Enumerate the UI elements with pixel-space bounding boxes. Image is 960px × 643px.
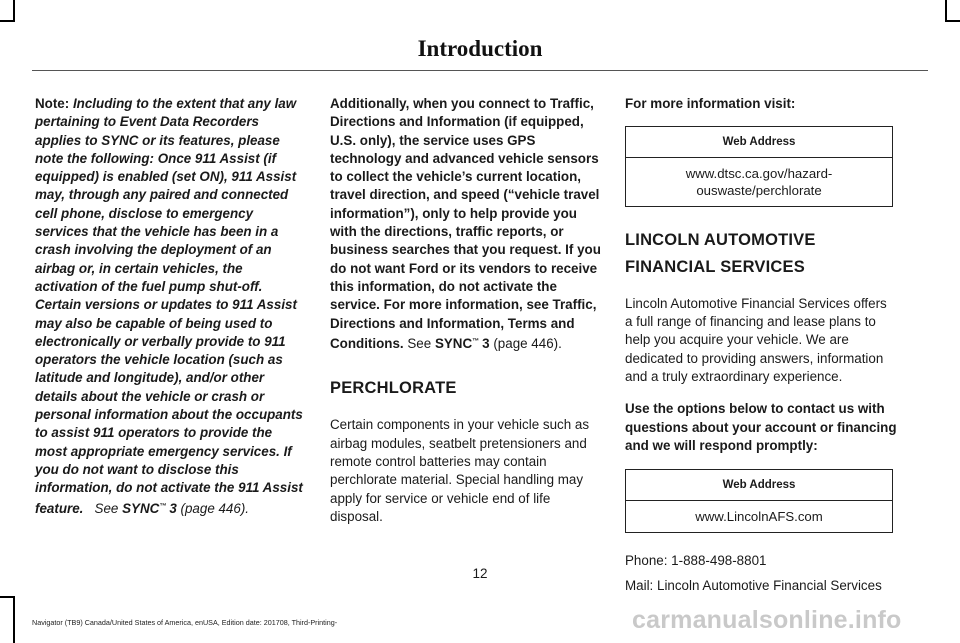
lafs-web-link[interactable]: www.LincolnAFS.com [626,501,893,533]
traffic-paragraph [330,95,602,353]
note-paragraph [35,95,305,518]
page-reference: (page 446). [493,335,562,351]
lafs-text: Lincoln Automotive Financial Services offers a full range of financing and lease plans to help you acquire your vehicle. We are dedicated to providing answers, information and a truly extraordinary experience. [625,295,887,385]
crop-mark-top-left-v [13,0,15,22]
column-right [625,95,897,595]
crop-mark-bottom-left-h [0,596,15,598]
options-text: Use the options below to contact us with questions about your account or financing and we will respond promptly: [625,401,897,453]
web-address-header: Web Address [626,127,893,158]
crop-mark-top-right-v [945,0,947,22]
lafs-web-table [625,469,893,533]
perchlorate-text: Certain components in your vehicle such as airbag modules, seatbelt pretensioners and remote control batteries may contain perchlorate material. Special handling may apply for service or vehicle end of life disposal. [330,417,590,524]
note-text: Including to the extent that any law pertaining to Event Data Recorders applies to SYNC or its features, please note the following: Once 911 Assist (if equipped) is enabled (set ON), 911 Assist may, through any paired and connected cell phone, disclose to emergency services that the vehicle has been in a crash involving the deployment of an airbag or, in certain vehicles, the activation of the fuel pump shut-off. Certain versions or updates to 911 Assist may also be capable of being used to electronically or verbally provide to 911 operators the vehicle location (such as latitude and longitude), and/or other details about the vehicle or crash or personal information about the occupants to assist 911 operators to provide the most appropriate emergency services. If you do not want to disclose this information, do not activate the 911 Assist feature. [35,96,303,516]
column-middle [330,95,602,526]
web-address-table [625,126,893,207]
sync-reference-link[interactable]: SYNC™ 3 [434,335,490,351]
web-address-link[interactable]: www.dtsc.ca.gov/hazard-ouswaste/perchlorate [626,158,893,207]
lafs-heading-line2: FINANCIAL SERVICES [625,257,805,276]
see-label: See [407,335,432,351]
mail-text: Mail: Lincoln Automotive Financial Services [625,577,882,593]
phone-text: Phone: 1-888-498-8801 [625,553,767,569]
page-number: 12 [472,566,488,581]
note-label: Note: [35,96,70,111]
column-left [35,95,305,518]
watermark: carmanualsonline.info [632,606,902,634]
page-title: Introduction [417,36,543,61]
page-reference: (page 446). [180,500,250,516]
traffic-text: Additionally, when you connect to Traffic, Directions and Information (if equipped, U.S. only), the service uses GPS technology and advanced vehicle sensors to collect the vehicle’s current location, travel direction, and speed (“vehicle travel information”), only to help provide you with the directions, traffic reports, or business searches that you request. If you do not want Ford or its vendors to receive this information, do not activate the service. For more information, see Traffic, Directions and Information, Terms and Conditions. [330,96,601,351]
footer-edition-text: Navigator (TB9) Canada/United States of America, enUSA, Edition date: 201708, Third-Printing- [32,618,338,627]
lafs-heading-line1: LINCOLN AUTOMOTIVE [625,231,816,250]
web-address-header: Web Address [626,470,893,501]
header-divider [32,70,928,71]
crop-mark-top-right-h [945,20,960,22]
sync-reference-link[interactable]: SYNC™ 3 [122,500,177,516]
perchlorate-heading: PERCHLORATE [330,379,457,398]
crop-mark-top-left-h [0,20,15,22]
crop-mark-bottom-left-v [13,596,15,643]
more-info-text: For more information visit: [625,96,796,111]
see-label: See [94,500,119,516]
